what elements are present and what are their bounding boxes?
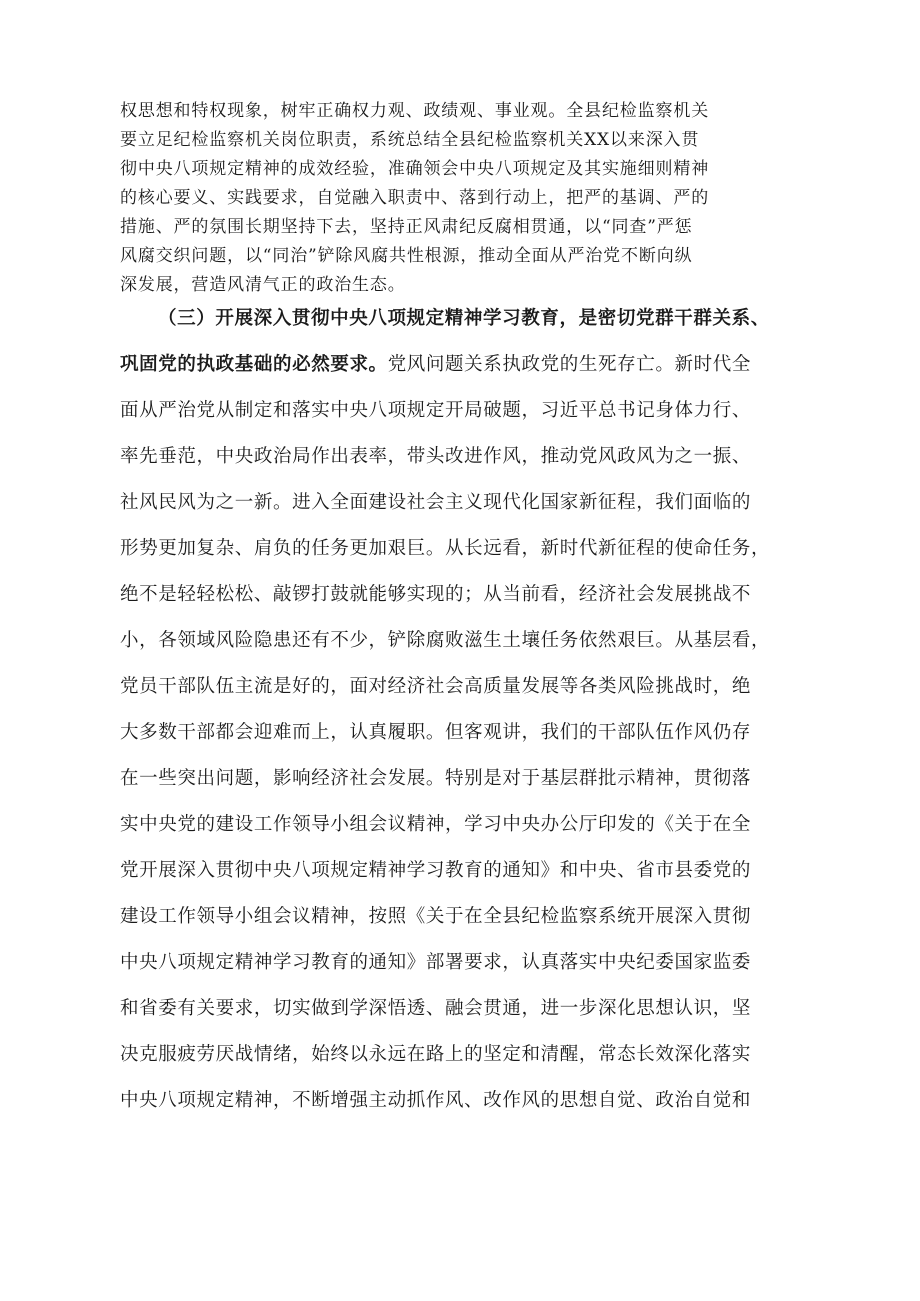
paragraph-2-line: 党开展深入贯彻中央八项规定精神学习教育的通知》和中央、省市县委党的: [120, 860, 751, 881]
paragraph-2-line: 中央八项规定精神，不断增强主动抓作风、改作风的思想自觉、政治自觉和: [120, 1090, 751, 1111]
paragraph-2-line: 大多数干部都会迎难而上，认真履职。但客观讲，我们的干部队伍作风仍存: [120, 722, 751, 743]
paragraph-2-line: 建设工作领导小组会议精神，按照《关于在全县纪检监察系统开展深入贯彻: [120, 906, 751, 927]
paragraph-2-line: 形势更加复杂、肩负的任务更加艰巨。从长远看，新时代新征程的使命任务，: [120, 538, 771, 559]
section-heading-line-1: （三）开展深入贯彻中央八项规定精神学习教育，是密切党群干群关系、: [158, 308, 770, 329]
paragraph-1-line: 要立足纪检监察机关岗位职责，系统总结全县纪检监察机关XX以来深入贯: [120, 130, 700, 150]
section-heading-line-2: [120, 348, 751, 382]
paragraph-1-line: 风腐交织问题，以“同治”铲除风腐共性根源，推动全面从严治党不断向纵: [120, 246, 693, 266]
paragraph-2-line: 小，各领域风险隐患还有不少，铲除腐败滋生土壤任务依然艰巨。从基层看，: [120, 630, 771, 651]
paragraph-2-line: 中央八项规定精神学习教育的通知》部署要求，认真落实中央纪委国家监委: [120, 952, 751, 973]
paragraph-2-line: 社风民风为之一新。进入全面建设社会主义现代化国家新征程，我们面临的: [120, 492, 751, 513]
section-heading-continuation: 党风问题关系执政党的生死存亡。新时代全: [387, 354, 751, 375]
paragraph-2-line: 面从严治党从制定和落实中央八项规定开局破题，习近平总书记身体力行、: [120, 400, 751, 421]
paragraph-2-line: 决克服疲劳厌战情绪，始终以永远在路上的坚定和清醒，常态长效深化落实: [120, 1044, 751, 1065]
paragraph-2-line: 绝不是轻轻松松、敲锣打鼓就能够实现的；从当前看，经济社会发展挑战不: [120, 584, 751, 605]
paragraph-2-line: 在一些突出问题，影响经济社会发展。特别是对于基层群批示精神，贯彻落: [120, 768, 751, 789]
paragraph-2-line: 率先垂范，中央政治局作出表率，带头改进作风，推动党风政风为之一振、: [120, 446, 751, 467]
paragraph-2-line: 和省委有关要求，切实做到学深悟透、融会贯通，进一步深化思想认识，坚: [120, 998, 751, 1019]
paragraph-1-line: 权思想和特权现象，树牢正确权力观、政绩观、事业观。全县纪检监察机关: [120, 101, 710, 121]
paragraph-1-line: 深发展，营造风清气正的政治生态。: [120, 275, 406, 295]
paragraph-1-line: 的核心要义、实践要求，自觉融入职责中、落到行动上，把严的基调、严的: [120, 188, 710, 208]
paragraph-2-line: 实中央党的建设工作领导小组会议精神，学习中央办公厅印发的《关于在全: [120, 814, 751, 835]
paragraph-1-line: 措施、严的氛围长期坚持下去，坚持正风肃纪反腐相贯通，以“同查”严惩: [120, 217, 693, 237]
paragraph-2-line: 党员干部队伍主流是好的，面对经济社会高质量发展等各类风险挑战时，绝: [120, 676, 751, 697]
paragraph-1-line: 彻中央八项规定精神的成效经验，准确领会中央八项规定及其实施细则精神: [120, 159, 710, 179]
section-heading-bold-text: 巩固党的执政基础的必然要求。: [120, 354, 388, 375]
